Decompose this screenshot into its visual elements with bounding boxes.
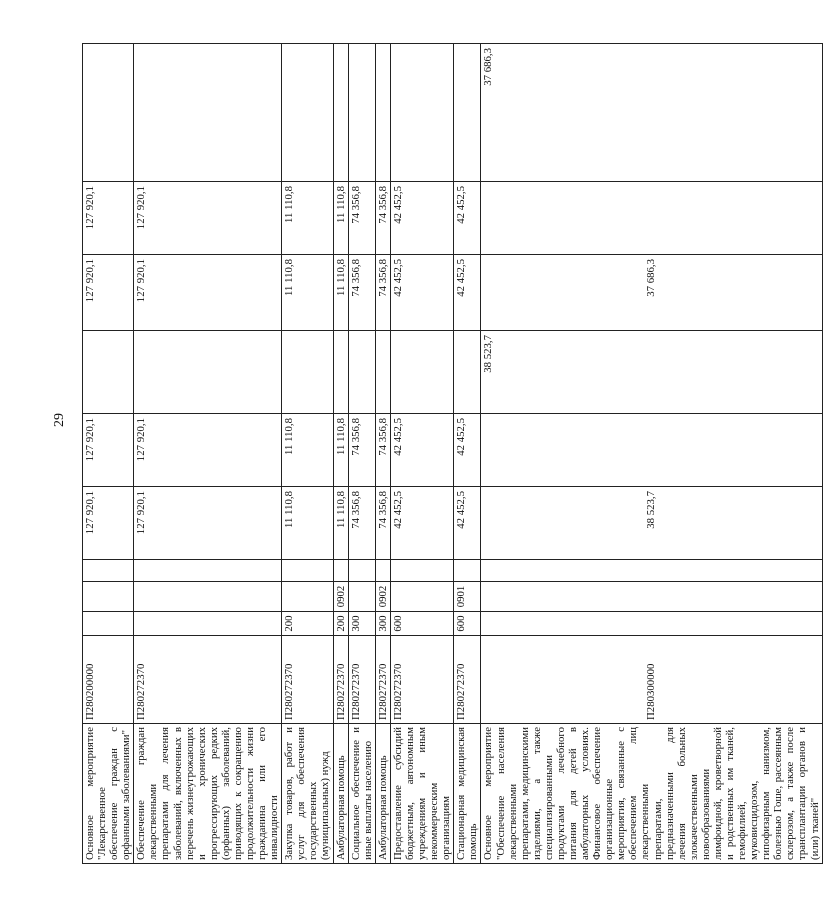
amount-cell: 11 110,8 (282, 487, 333, 560)
budget-table (82, 43, 823, 864)
row-name: Стационарная медицинская помощь (454, 724, 481, 864)
amount-cell: 127 920,1 (134, 487, 282, 560)
amount-cell: 42 452,5 (454, 487, 481, 560)
amount-cell: 74 356,8 (375, 414, 390, 487)
amount-cell: 127 920,1 (83, 255, 134, 331)
amount-cell: 74 356,8 (348, 182, 375, 255)
row-name: Амбулаторная помощь (333, 724, 348, 864)
row-name: Предоставление субсидий бюджетным, автономным учреждениям и иным некоммерческим организациям (390, 724, 453, 864)
empty-cell (390, 560, 453, 582)
amount-cell: 127 920,1 (134, 255, 282, 331)
row-name: Основное мероприятие "Лекарственное обеспечение граждан с орфанными заболеваниями" (83, 724, 134, 864)
expense-type-code: 300 (375, 612, 390, 636)
target-article-code: П280272370 (390, 636, 453, 724)
target-article-code: П280272370 (333, 636, 348, 724)
amount-cell (481, 182, 822, 255)
target-article-code: П280272370 (348, 636, 375, 724)
target-article-code: П280300000 (481, 636, 822, 724)
amount-cell (390, 44, 453, 182)
table-row (454, 44, 481, 864)
section-code (390, 582, 453, 612)
empty-cell (83, 560, 134, 582)
target-article-code: П280272370 (375, 636, 390, 724)
section-code (83, 582, 134, 612)
amount-cell (454, 44, 481, 182)
empty-cell (134, 560, 282, 582)
amount-cell (375, 44, 390, 182)
target-article-code: П280272370 (454, 636, 481, 724)
amount-cell: 42 452,5 (454, 255, 481, 331)
section-code (481, 582, 822, 612)
empty-cell (282, 560, 333, 582)
amount-cell: 42 452,5 (454, 182, 481, 255)
amount-cell: 74 356,8 (375, 487, 390, 560)
amount-cell (134, 331, 282, 414)
row-name: Закупка товаров, работ и услуг для обеспечения государственных (муниципальных) нужд (282, 724, 333, 864)
table-row (134, 44, 282, 864)
row-name: Амбулаторная помощь (375, 724, 390, 864)
amount-cell (348, 44, 375, 182)
page-number: 29 (52, 413, 67, 427)
amount-cell (333, 331, 348, 414)
amount-cell: 74 356,8 (375, 255, 390, 331)
expense-type-code: 200 (282, 612, 333, 636)
amount-cell (134, 44, 282, 182)
expense-type-code: 300 (348, 612, 375, 636)
expense-type-code (481, 612, 822, 636)
target-article-code: П280272370 (282, 636, 333, 724)
row-name: Обеспечение граждан лекарственными препаратами для лечения заболеваний, включенных в перечень жизнеугрожающих и хронических прогрессирующих редких (орфанных) заболеваний, приводящих к сокращению продолжительности жизни гражданина или его инвалидности (134, 724, 282, 864)
empty-cell (375, 560, 390, 582)
section-code: 0902 (333, 582, 348, 612)
amount-cell: 74 356,8 (348, 414, 375, 487)
amount-cell (481, 414, 822, 487)
amount-cell: 127 920,1 (83, 414, 134, 487)
amount-cell (282, 44, 333, 182)
section-code: 0901 (454, 582, 481, 612)
amount-cell (348, 331, 375, 414)
amount-cell: 42 452,5 (390, 182, 453, 255)
table-row (282, 44, 333, 864)
amount-cell: 127 920,1 (134, 414, 282, 487)
section-code: 0902 (375, 582, 390, 612)
amount-cell: 11 110,8 (333, 255, 348, 331)
row-name: Основное мероприятие "Обеспечение населения лекарственными препаратами, медицинскими изделиями, а также специализированными продуктами лечебного питания для детей в амбулаторных условиях. Финансовое обеспечение организационные мероприятия, связанные с обеспечением лиц лекарственными препаратами, предназначенными для лечения больных злокачественными новообразованиями лимфоидной, кроветворной и родственных им тканей, гемофилией, муковисцидозом, гипофизарным нанизмом, болезнью Гоше, рассеянным склерозом, а также после трансплантации органов и (или) тканей" (481, 724, 822, 864)
expense-type-code: 200 (333, 612, 348, 636)
amount-cell (454, 331, 481, 414)
amount-cell (390, 331, 453, 414)
amount-cell: 127 920,1 (83, 487, 134, 560)
target-article-code: П280200000 (83, 636, 134, 724)
expense-type-code (134, 612, 282, 636)
amount-cell: 127 920,1 (83, 182, 134, 255)
empty-cell (481, 560, 822, 582)
table-row (333, 44, 348, 864)
table-row (390, 44, 453, 864)
empty-cell (333, 560, 348, 582)
section-code (282, 582, 333, 612)
table-row (481, 44, 822, 864)
amount-cell: 74 356,8 (375, 182, 390, 255)
amount-cell: 42 452,5 (390, 255, 453, 331)
amount-cell (375, 331, 390, 414)
empty-cell (348, 560, 375, 582)
amount-cell: 11 110,8 (333, 182, 348, 255)
target-article-code: П280272370 (134, 636, 282, 724)
amount-cell: 42 452,5 (454, 414, 481, 487)
empty-cell (454, 560, 481, 582)
amount-cell: 42 452,5 (390, 414, 453, 487)
expense-type-code: 600 (454, 612, 481, 636)
amount-cell: 37 686,3 (481, 44, 822, 182)
amount-cell (282, 331, 333, 414)
amount-cell: 38 523,7 (481, 331, 822, 414)
amount-cell (83, 44, 134, 182)
rotated-table-container (82, 44, 821, 864)
table-row (375, 44, 390, 864)
expense-type-code (83, 612, 134, 636)
amount-cell: 74 356,8 (348, 255, 375, 331)
amount-cell: 74 356,8 (348, 487, 375, 560)
expense-type-code: 600 (390, 612, 453, 636)
section-code (348, 582, 375, 612)
table-row (83, 44, 134, 864)
row-name: Социальное обеспечение и иные выплаты населению (348, 724, 375, 864)
section-code (134, 582, 282, 612)
amount-cell: 11 110,8 (282, 255, 333, 331)
amount-cell (83, 331, 134, 414)
table-row (348, 44, 375, 864)
amount-cell: 11 110,8 (282, 414, 333, 487)
amount-cell: 127 920,1 (134, 182, 282, 255)
amount-cell: 37 686,3 (481, 255, 822, 331)
amount-cell: 38 523,7 (481, 487, 822, 560)
amount-cell: 11 110,8 (282, 182, 333, 255)
amount-cell: 11 110,8 (333, 414, 348, 487)
amount-cell (333, 44, 348, 182)
amount-cell: 42 452,5 (390, 487, 453, 560)
amount-cell: 11 110,8 (333, 487, 348, 560)
